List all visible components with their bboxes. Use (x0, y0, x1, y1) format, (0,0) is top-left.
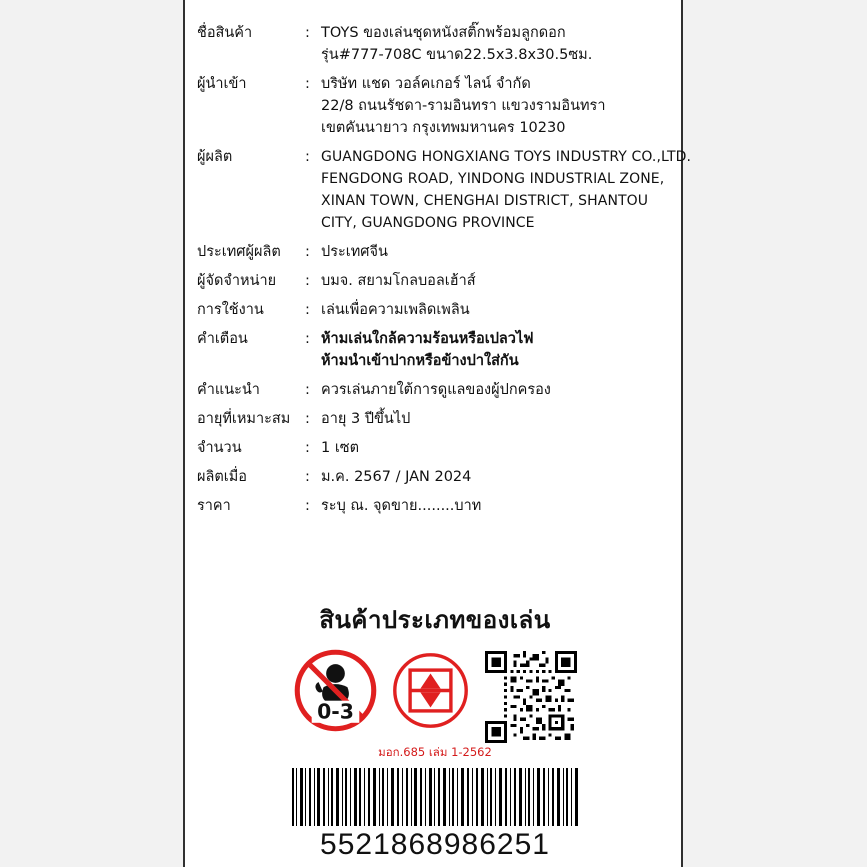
row-colon: : (305, 76, 310, 92)
table-row (197, 146, 692, 234)
value-line: ห้ามนำเข้าปากหรือข้างปาใส่กัน (321, 353, 519, 369)
row-value (321, 270, 675, 292)
table-row (197, 379, 675, 401)
value-line: บริษัท แชด วอล์คเกอร์ ไลน์ จำกัด (321, 76, 531, 92)
table-row (197, 299, 675, 321)
value-line: เขตคันนายาว กรุงเทพมหานคร 10230 (321, 120, 566, 136)
table-row (197, 408, 675, 430)
page-margin-left (0, 0, 183, 867)
table-row (197, 241, 675, 263)
table-row (197, 270, 675, 292)
table-row-warning (197, 328, 675, 372)
tisi-certification-icon (388, 648, 473, 733)
row-colon: : (305, 411, 310, 427)
row-value (321, 146, 691, 234)
row-colon: : (305, 382, 310, 398)
no-children-under-3-icon (293, 648, 378, 733)
row-label: ผู้นำเข้า (197, 76, 247, 92)
page-title: สินค้าประเภทของเล่น (319, 606, 551, 634)
row-value (321, 466, 675, 488)
row-label: อายุที่เหมาะสม (197, 411, 291, 427)
row-colon: : (305, 273, 310, 289)
row-colon: : (305, 440, 310, 456)
row-colon: : (305, 25, 310, 41)
value-line: CITY, GUANGDONG PROVINCE (321, 215, 535, 231)
value-line: FENGDONG ROAD, YINDONG INDUSTRIAL ZONE, (321, 171, 665, 187)
value-line: เล่นเพื่อความเพลิดเพลิน (321, 302, 470, 318)
value-line: ม.ค. 2567 / JAN 2024 (321, 469, 472, 485)
value-line: รุ่น#777-708C ขนาด22.5x3.8x30.5ซม. (321, 47, 593, 63)
row-label: ราคา (197, 498, 231, 514)
svg-text:0-3: 0-3 (317, 699, 354, 724)
value-line: 22/8 ถนนรัชดา-รามอินทรา แขวงรามอินทรา (321, 98, 606, 114)
row-value (321, 495, 675, 517)
row-label: คำเตือน (197, 331, 248, 347)
value-line: อายุ 3 ปีขึ้นไป (321, 411, 411, 427)
row-value (321, 437, 675, 459)
row-label: การใช้งาน (197, 302, 264, 318)
row-label: คำแนะนำ (197, 382, 260, 398)
value-line: บมจ. สยามโกลบอลเฮ้าส์ (321, 273, 476, 289)
row-label: ชื่อสินค้า (197, 25, 253, 41)
row-colon: : (305, 331, 310, 347)
row-label: ผลิตเมื่อ (197, 469, 248, 485)
row-colon: : (305, 302, 310, 318)
row-colon: : (305, 149, 310, 165)
row-value (321, 22, 675, 66)
value-line: ระบุ ณ. จุดขาย........บาท (321, 498, 482, 514)
value-line: TOYS ของเล่นชุดหนังสติ๊กพร้อมลูกดอก (321, 25, 566, 41)
row-label: ผู้ผลิต (197, 149, 233, 165)
table-row (197, 495, 675, 517)
row-label: ผู้จัดจำหน่าย (197, 273, 277, 289)
value-line: ควรเล่นภายใต้การดูแลของผู้ปกครอง (321, 382, 551, 398)
table-row (197, 466, 675, 488)
product-label-card (183, 0, 692, 867)
value-line: 1 เซต (321, 440, 360, 456)
page-margin-right (683, 0, 867, 867)
row-value (321, 299, 675, 321)
row-value (321, 379, 675, 401)
row-value (321, 73, 675, 139)
qr-code (485, 651, 577, 743)
row-label: ประเทศผู้ผลิต (197, 244, 281, 260)
value-line: XINAN TOWN, CHENGHAI DISTRICT, SHANTOU (321, 193, 649, 209)
tisi-standard-caption: มอก.685 เล่ม 1-2562 (378, 745, 492, 759)
barcode-block (185, 768, 685, 862)
value-line: ห้ามเล่นใกล้ความร้อนหรือเปลวไฟ (321, 331, 534, 347)
table-row (197, 22, 675, 66)
row-colon: : (305, 498, 310, 514)
table-row (197, 73, 675, 139)
value-line: GUANGDONG HONGXIANG TOYS INDUSTRY CO.,LTD. (321, 149, 692, 165)
row-value (321, 328, 675, 372)
barcode-image (290, 768, 580, 826)
row-value (321, 408, 675, 430)
row-colon: : (305, 469, 310, 485)
spec-table (197, 22, 692, 524)
row-label: จำนวน (197, 440, 242, 456)
barcode-number: 5521868986251 (320, 828, 550, 861)
row-value (321, 241, 675, 263)
row-colon: : (305, 244, 310, 260)
value-line: ประเทศจีน (321, 244, 388, 260)
symbols-row (185, 648, 685, 768)
table-row (197, 437, 675, 459)
